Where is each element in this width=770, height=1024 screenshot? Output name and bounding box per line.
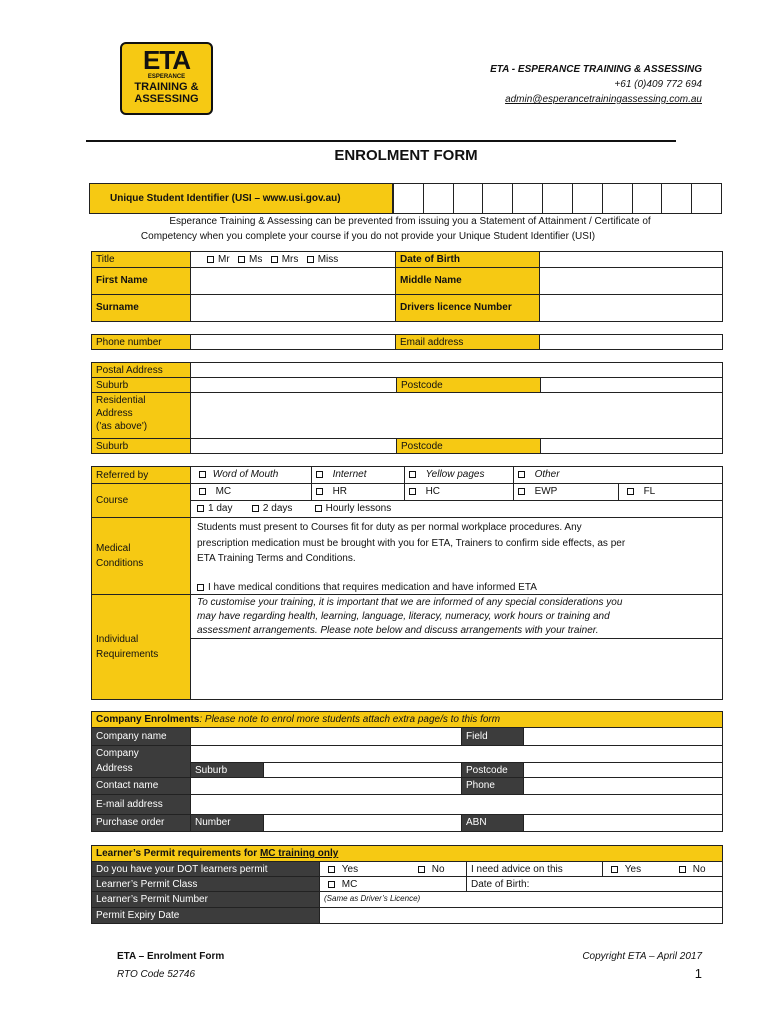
referred-other[interactable]: Other <box>513 466 723 484</box>
middle-name-label: Middle Name <box>395 267 540 295</box>
company-phone-field[interactable] <box>523 777 723 795</box>
email-label: Email address <box>395 334 540 350</box>
referred-internet[interactable]: Internet <box>311 466 405 484</box>
eta-logo <box>120 42 213 115</box>
footer-rto: RTO Code 52746 <box>117 969 196 980</box>
course-hr[interactable]: HR <box>311 483 405 501</box>
course-fl[interactable]: FL <box>618 483 723 501</box>
checkbox-icon[interactable] <box>418 866 425 873</box>
checkbox-icon[interactable] <box>316 488 323 495</box>
checkbox-icon[interactable] <box>199 488 206 495</box>
permit-number-field[interactable]: (Same as Driver’s Licence) <box>319 891 723 908</box>
company-address-field[interactable] <box>190 745 723 763</box>
referred-wom[interactable]: Word of Mouth <box>190 466 312 484</box>
header-divider <box>86 140 676 142</box>
suburb-label: Suburb <box>91 377 191 393</box>
course-hc[interactable]: HC <box>404 483 514 501</box>
individual-label: Individual Requirements <box>91 594 191 700</box>
licence-label: Drivers licence Number <box>395 294 540 322</box>
checkbox-icon[interactable] <box>207 256 214 263</box>
field-field[interactable] <box>523 727 723 746</box>
postal-label: Postal Address <box>91 362 191 378</box>
logo-line1: ESPERANCE <box>147 74 186 80</box>
suburb-field[interactable] <box>190 377 397 393</box>
company-phone-label: Phone <box>461 777 524 795</box>
medical-label: Medical Conditions <box>91 517 191 595</box>
phone-field[interactable] <box>190 334 396 350</box>
page-number: 1 <box>694 966 702 981</box>
contact-name-field[interactable] <box>190 777 462 795</box>
abn-label: ABN <box>461 814 524 832</box>
permit-expiry-label: Permit Expiry Date <box>91 907 320 924</box>
course-ewp[interactable]: EWP <box>513 483 619 501</box>
contact-name-label: Contact name <box>91 777 191 795</box>
permit-class-label: Learner’s Permit Class <box>91 876 320 892</box>
purchase-order-label: Purchase order <box>91 814 191 832</box>
checkbox-icon[interactable] <box>518 471 525 478</box>
logo-mark: ETA <box>142 45 191 75</box>
advice-options[interactable]: Yes No <box>602 861 723 877</box>
company-name-field[interactable] <box>190 727 462 746</box>
first-name-label: First Name <box>91 267 191 295</box>
org-name: ETA - ESPERANCE TRAINING & ASSESSING <box>490 64 702 75</box>
dob-field[interactable] <box>539 251 723 268</box>
surname-label: Surname <box>91 294 191 322</box>
suburb2-field[interactable] <box>190 438 397 454</box>
company-suburb-label: Suburb <box>190 762 264 778</box>
checkbox-icon[interactable] <box>328 881 335 888</box>
company-address-label: Company Address <box>91 745 191 778</box>
course-label: Course <box>91 483 191 518</box>
field-label: Field <box>461 727 524 746</box>
checkbox-icon[interactable] <box>627 488 634 495</box>
email-field[interactable] <box>539 334 723 350</box>
checkbox-icon[interactable] <box>197 505 204 512</box>
company-name-label: Company name <box>91 727 191 746</box>
dot-permit-label: Do you have your DOT learners permit <box>91 861 320 877</box>
residential-field[interactable] <box>190 392 723 439</box>
surname-field[interactable] <box>190 294 396 322</box>
checkbox-icon[interactable] <box>199 471 206 478</box>
checkbox-icon[interactable] <box>197 584 204 591</box>
checkbox-icon[interactable] <box>307 256 314 263</box>
checkbox-icon[interactable] <box>518 488 525 495</box>
usi-note-2: Competency when you complete your course if you do not provide your Unique Student Identifier (USI) <box>140 231 596 242</box>
checkbox-icon[interactable] <box>409 471 416 478</box>
checkbox-icon[interactable] <box>316 471 323 478</box>
checkbox-icon[interactable] <box>252 505 259 512</box>
company-email-label: E-mail address <box>91 794 191 815</box>
medical-text: Students must present to Courses fit for duty as per normal workplace procedures. Any prescription medication must be brought with you for ETA, Trainers to confirm side effects, as per ETA Training Terms and Conditions. I have medical conditions that requires medication and have informed ETA <box>190 517 723 595</box>
usi-note-1: Esperance Training & Assessing can be prevented from issuing you a Statement of Attainment / Certificate of <box>169 216 651 227</box>
checkbox-icon[interactable] <box>271 256 278 263</box>
permit-class-mc[interactable]: MC <box>319 876 467 892</box>
title-label: Title <box>91 251 191 268</box>
dot-permit-options[interactable]: Yes No <box>319 861 467 877</box>
course-mc[interactable]: MC <box>190 483 312 501</box>
learner-dob[interactable]: Date of Birth: <box>466 876 723 892</box>
dob-label: Date of Birth <box>395 251 540 268</box>
referred-label: Referred by <box>91 466 191 484</box>
middle-name-field[interactable] <box>539 267 723 295</box>
postal-field[interactable] <box>190 362 723 378</box>
po-number-label: Number <box>190 814 264 832</box>
referred-yellow[interactable]: Yellow pages <box>404 466 514 484</box>
abn-field[interactable] <box>523 814 723 832</box>
page-title: ENROLMENT FORM <box>334 147 478 164</box>
advice-label: I need advice on this <box>466 861 603 877</box>
phone-label: Phone number <box>91 334 191 350</box>
suburb2-label: Suburb <box>91 438 191 454</box>
individual-notes-field[interactable] <box>190 638 723 700</box>
company-heading: Company Enrolments: Please note to enrol more students attach extra page/s to this form <box>91 711 723 728</box>
postcode2-field[interactable] <box>540 438 723 454</box>
usi-boxes[interactable] <box>393 183 722 214</box>
company-postcode-label: Postcode <box>461 762 524 778</box>
checkbox-icon[interactable] <box>611 866 618 873</box>
company-email-field[interactable] <box>190 794 723 815</box>
first-name-field[interactable] <box>190 267 396 295</box>
postcode-label: Postcode <box>396 377 541 393</box>
licence-field[interactable] <box>539 294 723 322</box>
checkbox-icon[interactable] <box>328 866 335 873</box>
medical-check[interactable]: I have medical conditions that requires medication and have informed ETA <box>197 580 716 596</box>
residential-label: Residential Address ('as above') <box>91 392 191 439</box>
title-options[interactable]: Mr Ms Mrs Miss <box>190 251 396 268</box>
permit-number-label: Learner’s Permit Number <box>91 891 320 908</box>
footer-form-name: ETA – Enrolment Form <box>117 951 225 962</box>
checkbox-icon[interactable] <box>409 488 416 495</box>
postcode2-label: Postcode <box>396 438 541 454</box>
company-suburb-field[interactable] <box>263 762 462 778</box>
logo-line3: ASSESSING <box>134 93 199 105</box>
checkbox-icon[interactable] <box>315 505 322 512</box>
org-phone: +61 (0)409 772 694 <box>614 79 702 90</box>
checkbox-icon[interactable] <box>238 256 245 263</box>
usi-label: Unique Student Identifier (USI – www.usi.gov.au) <box>89 183 393 214</box>
po-number-field[interactable] <box>263 814 462 832</box>
permit-expiry-field[interactable] <box>319 907 723 924</box>
checkbox-icon[interactable] <box>679 866 686 873</box>
logo-line2: TRAINING & <box>134 81 199 93</box>
footer-copyright: Copyright ETA – April 2017 <box>582 951 702 962</box>
course-duration[interactable]: 1 day 2 days Hourly lessons <box>190 500 723 518</box>
org-email[interactable]: admin@esperancetrainingassessing.com.au <box>505 94 702 105</box>
learner-heading: Learner’s Permit requirements for MC training only <box>91 845 723 862</box>
postcode-field[interactable] <box>540 377 723 393</box>
company-postcode-field[interactable] <box>523 762 723 778</box>
individual-text: To customise your training, it is important that we are informed of any special considerations you may have regarding health, learning, language, literacy, numeracy, work hours or training and assessment arrangements. Please note below and discuss arrangements with your trainer. <box>190 594 723 639</box>
